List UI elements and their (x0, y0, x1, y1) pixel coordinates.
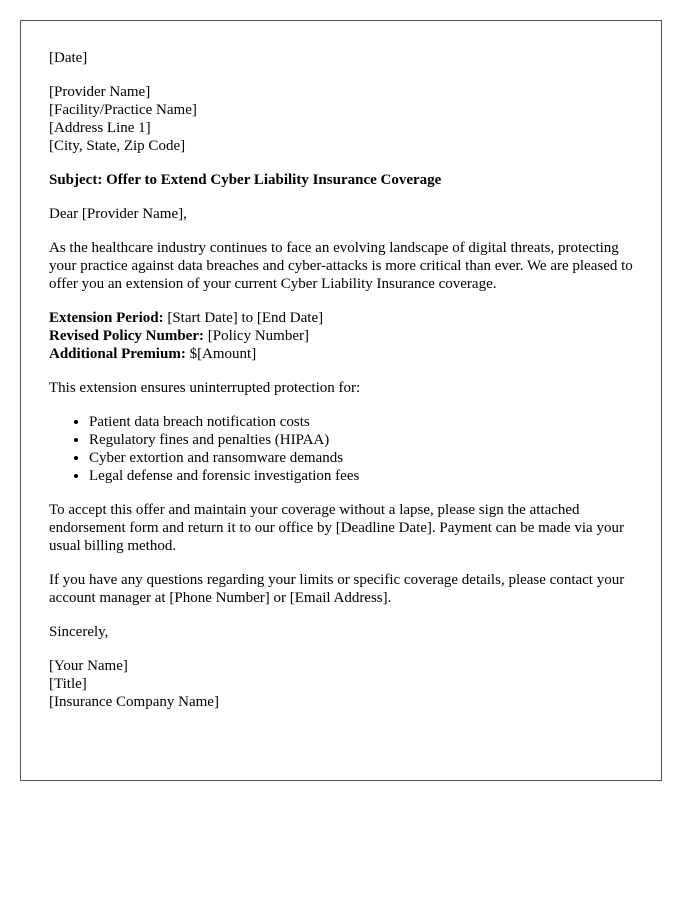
letter-subject: Subject: Offer to Extend Cyber Liability Insurance Coverage (49, 172, 442, 188)
protection-list-item: • Regulatory fines and penalties (HIPAA) (89, 431, 633, 449)
premium-label: Additional Premium: (49, 346, 186, 362)
signature-block (49, 657, 633, 711)
letter-salutation: Dear [Provider Name], (49, 206, 187, 222)
questions-paragraph: If you have any questions regarding your limits or specific coverage details, please contact your account manager at [Phone Number] or [Email Address]. (49, 572, 625, 606)
recipient-provider-name: [Provider Name] (49, 84, 151, 100)
recipient-address-line1: [Address Line 1] (49, 120, 151, 136)
intro-paragraph: As the healthcare industry continues to face an evolving landscape of digital threats, protecting your practice against data breaches and cyber-attacks is more critical than ever. We are pleased to offer you an extension of your current Cyber Liability Insurance coverage. (49, 240, 633, 292)
policy-details (49, 309, 633, 363)
recipient-facility-name: [Facility/Practice Name] (49, 102, 197, 118)
premium-line (49, 345, 633, 363)
protection-list-item: • Patient data breach notification costs (89, 413, 633, 431)
letter-closing: Sincerely, (49, 624, 109, 640)
signature-title: [Title] (49, 676, 87, 692)
letter-document (20, 20, 662, 781)
protection-list (49, 413, 633, 485)
protection-list-item: • Legal defense and forensic investigation fees (89, 467, 633, 485)
protection-intro: This extension ensures uninterrupted protection for: (49, 380, 361, 396)
recipient-city-state-zip: [City, State, Zip Code] (49, 138, 186, 154)
recipient-address-block (49, 83, 633, 155)
premium-value: $[Amount] (185, 346, 257, 362)
accept-paragraph: To accept this offer and maintain your coverage without a lapse, please sign the attached endorsement form and return it to our office by [Deadline Date]. Payment can be made via your usual billing method. (49, 502, 624, 554)
signature-company: [Insurance Company Name] (49, 694, 219, 710)
policy-number-label: Revised Policy Number: (49, 328, 204, 344)
policy-number-line (49, 327, 633, 345)
policy-number-value: [Policy Number] (203, 328, 309, 344)
extension-period-value: [Start Date] to [End Date] (163, 310, 324, 326)
protection-list-item: • Cyber extortion and ransomware demands (89, 449, 633, 467)
letter-date: [Date] (49, 50, 88, 66)
extension-period-label: Extension Period: (49, 310, 164, 326)
signature-name: [Your Name] (49, 658, 128, 674)
extension-period-line (49, 309, 633, 327)
